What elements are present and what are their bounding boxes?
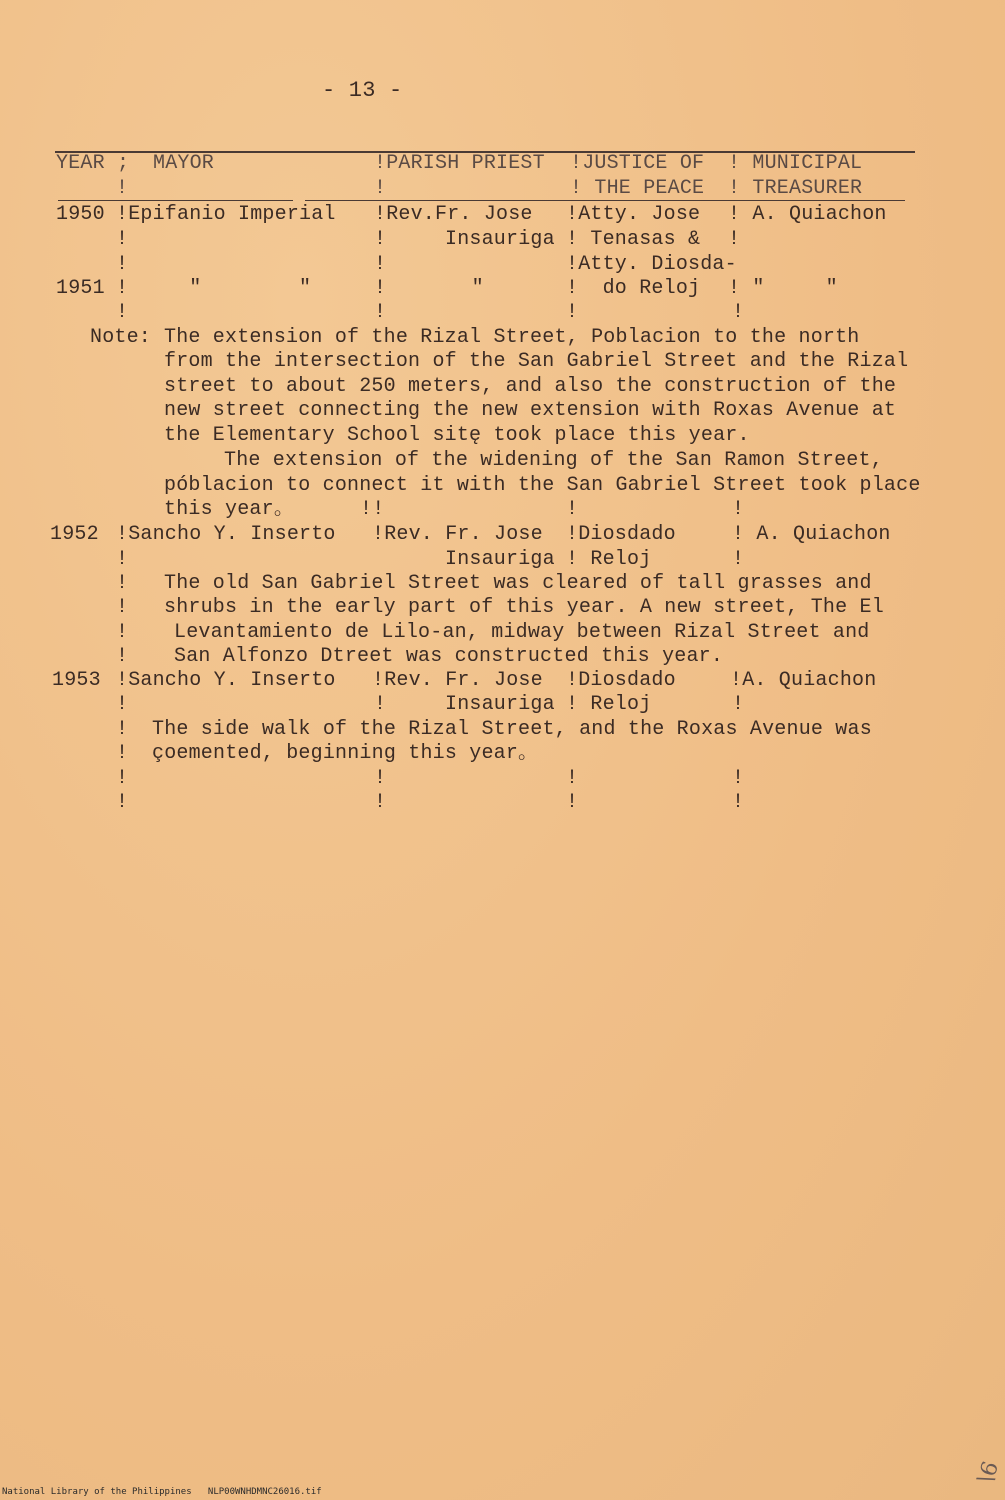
row-1951-justice: ! do Reloj — [566, 277, 701, 300]
row-1953-treasurer: !A. Quiachon — [730, 669, 877, 692]
header-treasurer-1: ! MUNICIPAL — [728, 152, 863, 175]
row-1950-justice-3: !Atty. Diosda- — [566, 253, 737, 276]
col-bang: ! — [116, 693, 129, 716]
page-number: - 13 - — [322, 78, 403, 103]
row-1951-priest-ditto: ! " — [374, 277, 484, 300]
col-bang: ! — [116, 621, 129, 644]
row-1950-treasurer: ! A. Quiachon — [728, 203, 887, 226]
note-1952-line: Levantamiento de Lilo-an, midway between Rizal Street and — [174, 621, 870, 644]
note-1952-line: San Alfonzo Dtreet was constructed this year. — [174, 645, 724, 668]
col-bang: ! — [116, 301, 129, 324]
col-bang: ! — [566, 791, 579, 814]
note-1951-line: this year。 — [164, 498, 295, 521]
row-1952-justice-2: ! Reloj — [566, 548, 652, 571]
col-bang: ! — [732, 498, 745, 521]
row-1953-justice-2: ! Reloj — [566, 693, 652, 716]
corner-handwritten-mark: \6 — [973, 1458, 1005, 1487]
header-mayor: MAYOR — [153, 152, 215, 175]
col-bang: ! — [116, 572, 129, 595]
row-1952-mayor: !Sancho Y. Inserto — [116, 523, 336, 546]
note-1953-line: çoemented, beginning this year。 — [152, 742, 539, 765]
row-1952-priest-1: !Rev. Fr. Jose — [372, 523, 543, 546]
col-bang: ! — [116, 791, 129, 814]
scan-footer: National Library of the Philippines NLP00WNHDMNC26016.tif — [2, 1487, 322, 1497]
header-justice-1: !JUSTICE OF — [570, 152, 705, 175]
row-1950-year: 1950 — [56, 203, 105, 226]
col-bang: ! — [374, 767, 387, 790]
note-1953-line: The side walk of the Rizal Street, and the Roxas Avenue was — [152, 718, 872, 741]
col-bang-double: !! — [360, 498, 385, 521]
row-1953-mayor: !Sancho Y. Inserto — [116, 669, 336, 692]
row-1953-year: 1953 — [52, 669, 101, 692]
row-1952-year: 1952 — [50, 523, 99, 546]
note-label: Note: — [90, 326, 152, 349]
note-1951-line: póblacion to connect it with the San Gabriel Street took place — [164, 474, 921, 497]
col-bang: ! — [732, 767, 745, 790]
row-1952-treasurer: ! A. Quiachon — [732, 523, 891, 546]
note-1951-line: new street connecting the new extension with Roxas Avenue at — [164, 399, 897, 422]
note-1952-line: The old San Gabriel Street was cleared of tall grasses and — [164, 572, 872, 595]
col-bang: ! — [566, 301, 579, 324]
row-1950-priest-1: !Rev.Fr. Jose — [374, 203, 533, 226]
row-1950-priest-2: Insauriga — [445, 228, 555, 251]
col-bang: ! — [116, 718, 129, 741]
note-1951-line: the Elementary School sitę took place this year. — [164, 424, 750, 447]
header-year: YEAR ; — [56, 152, 130, 175]
row-1952-justice-1: !Diosdado — [566, 523, 676, 546]
row-1951-mayor-ditto: ! " " — [116, 277, 312, 300]
note-1952-line: shrubs in the early part of this year. A new street, The El — [164, 596, 884, 619]
row-1951-year: 1951 — [56, 277, 105, 300]
note-1951-line: The extension of the widening of the San Ramon Street, — [224, 449, 883, 472]
col-bang: ! — [374, 693, 387, 716]
col-bang: ! — [374, 228, 387, 251]
header-parish-priest: !PARISH PRIEST — [374, 152, 545, 175]
col-bang: ! — [116, 253, 129, 276]
col-bang: ! — [374, 301, 387, 324]
row-1953-priest-1: !Rev. Fr. Jose — [372, 669, 543, 692]
note-1951-line: from the intersection of the San Gabriel Street and the Rizal — [164, 350, 909, 373]
col-bang: ! — [374, 791, 387, 814]
col-bang: ! — [116, 596, 129, 619]
row-1953-justice-1: !Diosdado — [566, 669, 676, 692]
row-1950-mayor: !Epifanio Imperial — [116, 203, 336, 226]
row-1950-justice-2: ! Tenasas & — [566, 228, 701, 251]
header-justice-2: ! THE PEACE — [570, 177, 705, 200]
col-bang: ! — [566, 767, 579, 790]
col-bang: ! — [732, 548, 745, 571]
note-1951-line: street to about 250 meters, and also the construction of the — [164, 375, 897, 398]
header-rule-mayor — [58, 200, 293, 201]
col-bang: ! — [116, 228, 129, 251]
col-bang: ! — [374, 253, 387, 276]
col-bang: ! — [566, 498, 579, 521]
col-bang: ! — [732, 791, 745, 814]
col-bang: ! — [116, 548, 129, 571]
header-treasurer-2: ! TREASURER — [728, 177, 863, 200]
row-1952-priest-2: Insauriga — [445, 548, 555, 571]
col-bang: ! — [116, 767, 129, 790]
col-bang: ! — [116, 645, 129, 668]
col-bang: ! — [732, 693, 745, 716]
row-1950-bang-end: ! — [728, 228, 741, 251]
header-priest-bang: ! — [374, 177, 387, 200]
col-bang: ! — [732, 301, 745, 324]
note-1951-line: The extension of the Rizal Street, Poblacion to the north — [164, 326, 860, 349]
row-1953-priest-2: Insauriga — [445, 693, 555, 716]
row-1950-justice-1: !Atty. Jose — [566, 203, 701, 226]
row-1951-treasurer-ditto: ! " " — [728, 277, 838, 300]
header-year-bang: ! — [116, 177, 129, 200]
col-bang: ! — [116, 742, 129, 765]
